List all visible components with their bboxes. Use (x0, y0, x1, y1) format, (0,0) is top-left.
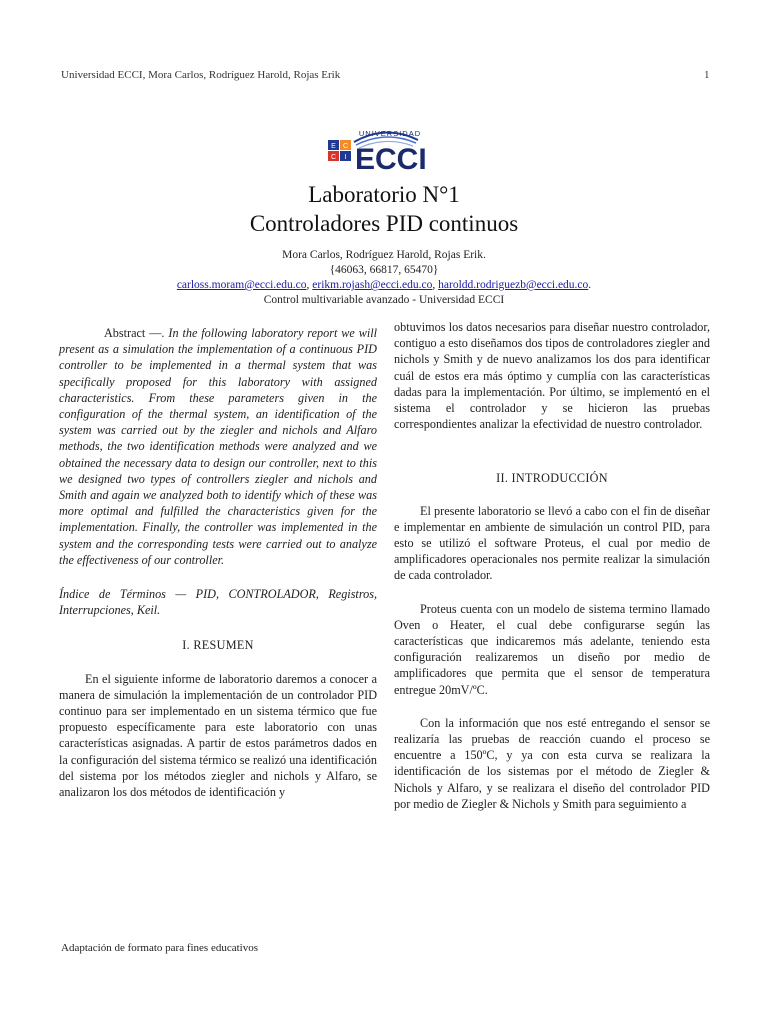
email-link-1[interactable]: carloss.moram@ecci.edu.co (176, 279, 307, 291)
right-column (394, 319, 710, 812)
section-heading-resumen: I. RESUMEN (182, 638, 254, 653)
abstract-label: Abstract —. (104, 326, 165, 340)
author-emails (0, 278, 768, 293)
author-ids: {46063, 66817, 65470} (329, 264, 439, 276)
index-terms: Índice de Términos — PID, CONTROLADOR, Registros, Interrupciones, Keil. (59, 587, 377, 618)
author-names: Mora Carlos, Rodríguez Harold, Rojas Erik. (282, 249, 486, 261)
section-heading-introduccion: II. INTRODUCCIÓN (496, 471, 608, 486)
logo-tile-c1-text: C (342, 143, 349, 150)
author-block (0, 248, 768, 308)
page-number: 1 (704, 69, 710, 81)
resumen-continuation: obtuvimos los datos necesarios para diseñar nuestro controlador, contiguo a esto diseñamos dos tipos de controladores ziegler and nichols y Smith y de nuevo analizamos los dos para identificar cuál de estos era más óptimo y cumplía con las características dadas para la implementación. Por último, se implementó en el sistema el controlador y se hicieron las pruebas correspondientes analizar la efectividad de nuestro controlador. (394, 320, 710, 432)
logo-tile-i-text: I (344, 154, 347, 161)
resumen-paragraph: En el siguiente informe de laboratorio daremos a conocer a manera de simulación la implementación de un controlador PID continuo para ser implementado en un sistema térmico que fue propuesto específicamente para este laboratorio con unas características asignadas. A partir de estos parámetros dados en la configuración del sistema térmico se realizó una identificación del sistema por los métodos ziegler and nichols y Alfaro, se analizaron los dos métodos de identificación y (59, 671, 377, 800)
logo-word-small: UNIVERSIDAD (358, 129, 422, 138)
email-link-2[interactable]: erikm.rojash@ecci.edu.co (312, 279, 433, 291)
title-line-2: Controladores PID continuos (249, 211, 519, 236)
logo-tile-c2-text: C (330, 154, 337, 161)
logo-tile-e-text: E (331, 143, 336, 150)
email-separator: , (432, 279, 439, 291)
email-separator: , (306, 279, 313, 291)
paper-title (0, 180, 768, 238)
university-logo (326, 126, 446, 176)
abstract-text: In the following laboratory report we will present as a simulation the implementation of a continuous PID controller to be implemented in a thermal system that was specifically proposed for this laboratory with assigned characteristics. From these parameters given in the configuration of the thermal system, an identification of the system was carried out by the ziegler and nichols and Alfaro methods, the two identification methods were analyzed and we obtained the necessary data to design our controller, next to this we designed two types of controllers ziegler and nichols and Smith and again we analyzed both to identify which of these was more optimal and fulfilled the characteristics given for the implementation. Finally, the controller was implemented in the system and the corresponding tests were carried out to analyze the effectiveness of our controller. (59, 326, 378, 567)
abstract (59, 325, 377, 568)
running-head: Universidad ECCI, Mora Carlos, Rodríguez Harold, Rojas Erik (61, 69, 341, 81)
email-link-3[interactable]: haroldd.rodriguezb@ecci.edu.co (438, 279, 589, 291)
logo-word-big: ECCI (355, 143, 427, 176)
left-column (59, 325, 377, 800)
email-end: . (588, 279, 592, 291)
intro-paragraph-1: El presente laboratorio se llevó a cabo con el fin de diseñar e implementar en ambiente de simulación un control PID, para esto se utilizó el software Proteus, el cual por medio de amplificadores operacionales nos permite realizar la simulación de cada controlador. (394, 503, 710, 583)
page-footer: Adaptación de formato para fines educativos (61, 942, 259, 954)
title-line-1: Laboratorio N°1 (308, 182, 460, 207)
intro-paragraph-2: Proteus cuenta con un modelo de sistema termino llamado Oven o Heater, el cual debe configurarse según las características que indicaremos más adelante, teniendo esta configuración realizaremos un diseño por medio de amplificadores que permita que el sensor de temperatura entregue 20mV/ºC. (394, 601, 710, 697)
intro-paragraph-3: Con la información que nos esté entregando el sensor se realizaría las pruebas de reacción cuando el proceso se encuentre a 150ºC, y ya con esta curva se realizara la identificación de los sistemas por el método de Ziegler & Nichols y Alfaro, y se realizara el diseño del controlador PID por medio de Ziegler & Nichols y Smith para seguimiento a (394, 715, 710, 811)
affiliation: Control multivariable avanzado - Universidad ECCI (263, 294, 505, 306)
